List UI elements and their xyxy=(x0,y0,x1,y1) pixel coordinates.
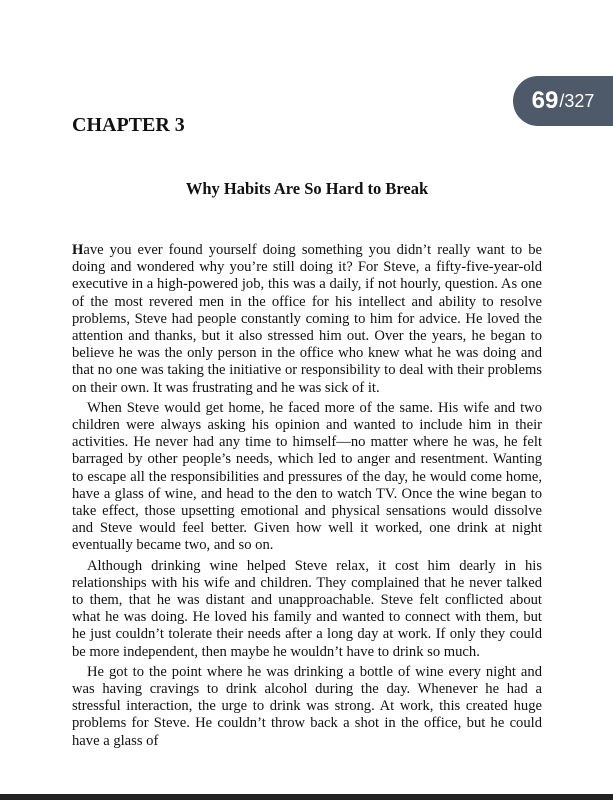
paragraph-1-text: ave you ever found yourself doing something you didn’t really want to be doing and wondered why you’re still doing it? For Steve, a fifty-five-year-old executive in a high-powered job, this was a daily, if not hourly, question. As one of the most revered men in the office for his intellect and ability to resolve problems, Steve had people constantly coming to him for advice. He loved the attention and thanks, but it also stressed him out. Over the years, he began to believe he was the only person in the office who knew what he was doing and that no one was taking the initiative or responsibility to deal with their problems on their own. It was frustrating and he was sick of it. xyxy=(72,242,542,396)
bottom-bar xyxy=(0,794,613,800)
total-pages: 327 xyxy=(564,90,595,111)
paragraph-1-initial: H xyxy=(72,242,84,258)
chapter-title: CHAPTER 3 xyxy=(72,114,185,136)
body-text xyxy=(72,242,542,753)
paragraph-2: When Steve would get home, he faced more of the same. His wife and two children were always asking his opinion and wanted to include him in their activities. He never had any time to himself—no matter where he was, he felt barraged by other people’s needs, which led to anger and resentment. Wanting to escape all the responsibilities and pressures of the day, he would come home, have a glass of wine, and head to the den to watch TV. Once the wine began to take effect, those upsetting emotional and physical sensations would dissolve and Steve would feel better. Given how well it worked, one drink at night eventually became two, and so on. xyxy=(72,399,542,554)
page-separator: / xyxy=(559,90,565,111)
page-indicator xyxy=(513,76,613,126)
current-page-number: 69 xyxy=(531,87,559,114)
paragraph-1 xyxy=(72,242,542,397)
paragraph-4: He got to the point where he was drinking a bottle of wine every night and was having cravings to drink alcohol during the day. Whenever he had a stressful interaction, the urge to drink was strong. At work, this created huge problems for Steve. He couldn’t throw back a shot in the office, but he could have a glass of xyxy=(72,663,542,749)
paragraph-3: Although drinking wine helped Steve relax, it cost him dearly in his relationships with his wife and children. They complained that he never talked to them, that he was distant and unapproachable. Steve felt conflicted about what he was doing. He loved his family and wanted to connect with them, but he just couldn’t tolerate their needs after a long day at work. If only they could be more independent, then maybe he wouldn’t have to drink so much. xyxy=(72,557,542,660)
section-title: Why Habits Are So Hard to Break xyxy=(185,179,429,198)
